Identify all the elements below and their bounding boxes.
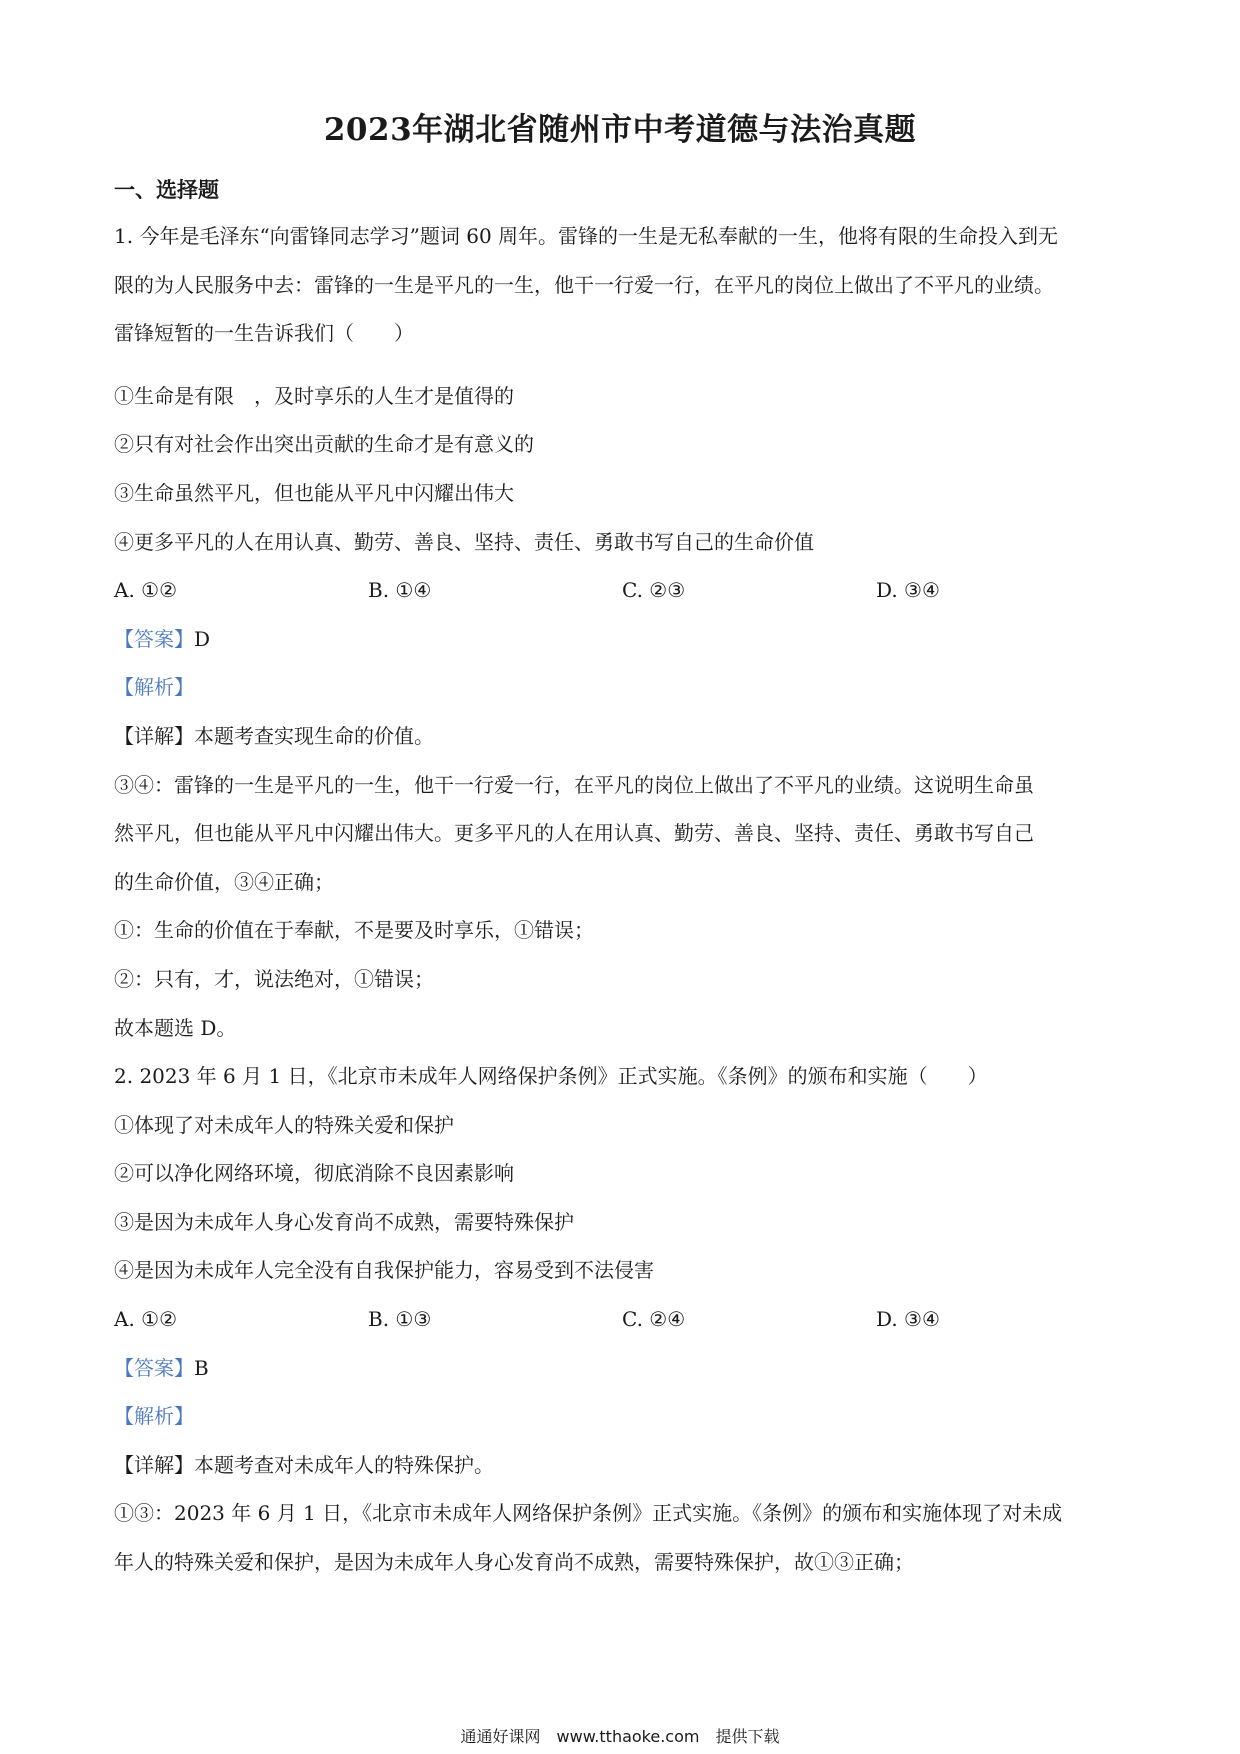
q1-explanation-line: 故本题选 D。 xyxy=(114,1015,237,1040)
question-1 xyxy=(114,212,1134,1052)
analysis-tag: 【解析】 xyxy=(114,1404,194,1429)
q2-option-d: D. ③④ xyxy=(876,1307,940,1332)
q1-option-a: A. ①② xyxy=(114,578,178,603)
q1-answer xyxy=(114,615,1134,664)
answer-value: D xyxy=(194,626,211,651)
q2-option-a: A. ①② xyxy=(114,1307,178,1332)
detail-tag: 【详解】 xyxy=(114,723,194,748)
detail-tag: 【详解】 xyxy=(114,1452,194,1477)
detail-intro: 本题考查实现生命的价值。 xyxy=(194,723,434,748)
q1-option-d: D. ③④ xyxy=(876,578,940,603)
q1-statement: ③生命虽然平凡，但也能从平凡中闪耀出伟大 xyxy=(114,480,514,505)
page-footer: 通通好课网 www.tthaoke.com 提供下载 xyxy=(460,1727,780,1746)
q1-analysis xyxy=(114,663,1134,712)
section-heading: 一、选择题 xyxy=(114,178,219,202)
q1-explanation-line: ①：生命的价值在于奉献，不是要及时享乐，①错误； xyxy=(114,918,594,943)
q1-detail xyxy=(114,712,1134,761)
q1-stem-line: 限的为人民服务中去：雷锋的一生是平凡的一生，他干一行爱一行，在平凡的岗位上做出了不平凡的业绩。 xyxy=(114,272,1054,297)
q2-statement: ④是因为未成年人完全没有自我保护能力，容易受到不法侵害 xyxy=(114,1258,654,1283)
q1-explanation-line: ②：只有，才，说法绝对，①错误； xyxy=(114,966,434,991)
q1-options xyxy=(114,566,1134,615)
q1-explanation-line: ③④：雷锋的一生是平凡的一生，他干一行爱一行，在平凡的岗位上做出了不平凡的业绩。这说明生命虽 xyxy=(114,772,1034,797)
q1-stem-line: 雷锋短暂的一生告诉我们（ ） xyxy=(114,321,414,346)
q2-statement: ③是因为未成年人身心发育尚不成熟，需要特殊保护 xyxy=(114,1209,574,1234)
q2-stem-line: 2. 2023 年 6 月 1 日，《北京市未成年人网络保护条例》正式实施。《条例》的颁布和实施（ ） xyxy=(114,1064,988,1089)
q2-detail xyxy=(114,1441,1134,1490)
q2-option-c: C. ②④ xyxy=(622,1307,686,1332)
q2-option-b: B. ①③ xyxy=(368,1307,432,1332)
q1-stem-line: 1. 今年是毛泽东“向雷锋同志学习”题词 60 周年。雷锋的一生是无私奉献的一生，他将有限的生命投入到无 xyxy=(114,224,1059,248)
q1-explanation-line: 然平凡，但也能从平凡中闪耀出伟大。更多平凡的人在用认真、勤劳、善良、坚持、责任、勇敢书写自己 xyxy=(114,821,1034,846)
q2-statement: ②可以净化网络环境，彻底消除不良因素影响 xyxy=(114,1161,514,1186)
q2-explanation-line: ①③：2023 年 6 月 1 日，《北京市未成年人网络保护条例》正式实施。《条例》的颁布和实施体现了对未成 xyxy=(114,1501,1063,1526)
q2-statement: ①体现了对未成年人的特殊关爱和保护 xyxy=(114,1112,454,1137)
q2-explanation-line: 年人的特殊关爱和保护，是因为未成年人身心发育尚不成熟，需要特殊保护，故①③正确； xyxy=(114,1550,914,1575)
answer-tag: 【答案】 xyxy=(114,626,194,651)
q1-statement: ①生命是有限 ，及时享乐的人生才是值得的 xyxy=(114,383,514,408)
page-title: 2023年湖北省随州市中考道德与法治真题 xyxy=(323,112,917,148)
q1-statement: ②只有对社会作出突出贡献的生命才是有意义的 xyxy=(114,432,534,457)
q1-option-b: B. ①④ xyxy=(368,578,432,603)
answer-tag: 【答案】 xyxy=(114,1355,194,1380)
document-body xyxy=(114,168,1134,1587)
analysis-tag: 【解析】 xyxy=(114,675,194,700)
detail-intro: 本题考查对未成年人的特殊保护。 xyxy=(194,1452,494,1477)
question-2 xyxy=(114,1052,1134,1587)
q2-analysis xyxy=(114,1392,1134,1441)
q1-option-c: C. ②③ xyxy=(622,578,686,603)
q1-explanation-line: 的生命价值，③④正确； xyxy=(114,869,334,894)
q2-options xyxy=(114,1295,1134,1344)
q2-answer xyxy=(114,1344,1134,1393)
answer-value: B xyxy=(194,1355,209,1380)
q1-statement: ④更多平凡的人在用认真、勤劳、善良、坚持、责任、勇敢书写自己的生命价值 xyxy=(114,529,814,554)
